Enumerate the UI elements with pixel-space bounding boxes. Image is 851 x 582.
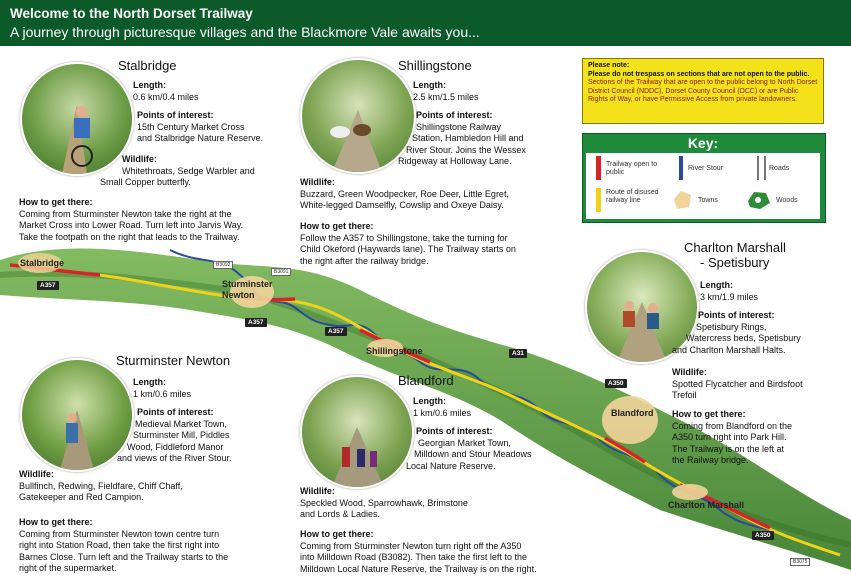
roads-swatch-icon <box>757 156 766 180</box>
stalbridge-poi: Points of interest: 15th Century Market Cross and Stalbridge Nature Reserve. <box>137 110 264 143</box>
section-title: Stalbridge <box>118 58 177 73</box>
road-badge-a357: A357 <box>37 281 59 290</box>
disused-swatch-icon <box>596 188 601 212</box>
section-title-2: - Spetisbury <box>700 255 770 270</box>
key-label-towns: Towns <box>698 197 718 204</box>
blandford-wildlife: Wildlife: Speckled Wood, Sparrowhawk, Brimstone and Lords & Ladies. <box>300 486 468 519</box>
map-label-charlton: Charlton Marshall <box>668 500 745 510</box>
shillingstone-poi: Points of interest: Shillingstone Railway Station, Hambledon Hill and River Stour. Joins the Wessex Ridgeway at Holloway Lane. <box>398 110 526 166</box>
road-badge-b3075: B3075 <box>790 558 810 566</box>
section-title: Charlton Marshall <box>684 240 786 255</box>
key-label-trailway: Trailway open to public <box>606 161 658 176</box>
stalbridge-how: How to get there: Coming from Sturminster Newton take the right at the Market Cross into Lower Road. Turn left into Jarvis Way. Take the footpath on the right that leads to the Trailway. <box>19 197 244 242</box>
blandford-length: Length: 1 km/0.6 miles <box>413 396 472 418</box>
blandford-poi: Points of interest: Georgian Market Town, Milldown and Stour Meadows Local Nature Reserve. <box>406 426 532 471</box>
page-title: Welcome to the North Dorset Trailway <box>10 6 253 21</box>
map-label-sturminster-1: Sturminster <box>222 279 273 289</box>
shillingstone-wildlife: Wildlife: Buzzard, Green Woodpecker, Roe Deer, Little Egret, White-legged Damselfly, Cowslip and Oxeye Daisy. <box>300 177 509 210</box>
key-label-roads: Roads <box>769 165 790 172</box>
key-label-disused: Route of disused railway line <box>606 189 659 204</box>
sturminster-wildlife: Wildlife: Bullfinch, Redwing, Fieldfare, Chiff Chaff, Gatekeeper and Red Campion. <box>19 469 183 502</box>
section-shillingstone <box>398 58 548 73</box>
river-swatch-icon <box>679 156 683 180</box>
sturminster-poi: Points of interest: Medieval Market Town, Sturminster Mill, Piddles Wood, Fiddleford Manor and views of the River Stour. <box>117 407 232 463</box>
section-title: Blandford <box>398 373 454 388</box>
road-badge-a350: A350 <box>605 379 627 388</box>
shillingstone-length: Length: 2.5 km/1.5 miles <box>413 80 479 102</box>
map-label-sturminster-2: Newton <box>222 290 255 300</box>
section-title: Shillingstone <box>398 58 472 73</box>
charlton-poi: Points of interest: Spetisbury Rings, Watercress beds, Spetisbury and Charlton Marshall Halts. <box>672 310 801 355</box>
sturminster-length: Length: 1 km/0.6 miles <box>133 377 192 399</box>
road-badge-a357: A357 <box>245 318 267 327</box>
walker-image <box>22 360 132 470</box>
map-key <box>582 133 826 223</box>
key-title: Key: <box>687 135 719 151</box>
road-badge-b3091: B3091 <box>271 268 291 276</box>
town-charlton <box>672 484 708 500</box>
section-blandford <box>398 373 548 388</box>
key-label-woods: Woods <box>776 197 798 204</box>
trail-swatch-icon <box>596 156 601 180</box>
key-body <box>586 153 820 219</box>
section-title: Sturminster Newton <box>116 353 231 368</box>
page-subtitle: A journey through picturesque villages and the Blackmore Vale awaits you... <box>10 24 480 40</box>
shillingstone-how: How to get there: Follow the A357 to Shillingstone, take the turning for Child Okeford (Haywards lane). The Trailway starts on the right after the railway bridge. <box>300 221 516 266</box>
charlton-how: How to get there: Coming from Blandford on the A350 turn right into Park Hill. The Trailway is on the left at the Railway bridge. <box>672 409 793 465</box>
stalbridge-length: Length: 0.6 km/0.4 miles <box>133 80 199 102</box>
photo-blandford <box>300 375 414 489</box>
notice-box: Please note: Please do not trespass on sections that are not open to the public. Sections of the Trailway that are open to the public belong to North Dorset District Council (NDDC), Dorset County Council (DCC) or are Public Rights of Way, or have Permissive Access from private landowners. <box>582 58 824 124</box>
family-walk-image <box>302 377 412 487</box>
section-sturminster <box>116 353 296 368</box>
sturminster-how: How to get there: Coming from Sturminster Newton town centre turn right into Station Road, then take the first right into Barnes Close. Turn left and the Trailway starts to the right of the supermarket. <box>19 517 229 573</box>
woods-swatch-icon <box>746 189 772 211</box>
page-header <box>0 0 851 46</box>
map-label-shillingstone: Shillingstone <box>366 346 423 356</box>
map-label-stalbridge: Stalbridge <box>20 258 65 268</box>
section-charlton <box>684 240 844 270</box>
towns-swatch-icon <box>671 189 693 211</box>
blandford-how: How to get there: Coming from Sturminster Newton turn right off the A350 into Milldown Road (B3082). Then take the first left to the Milldown Local Nature Reserve, the Trailway is on the right. <box>300 529 537 574</box>
map-label-blandford: Blandford <box>611 408 654 418</box>
road-badge-b3092: B3092 <box>213 261 233 269</box>
town-blandford <box>602 396 658 444</box>
charlton-wildlife: Wildlife: Spotted Flycatcher and Birdsfoot Trefoil <box>672 367 803 400</box>
charlton-length: Length: 3 km/1.9 miles <box>700 280 759 302</box>
key-label-river: River Stour <box>688 165 724 172</box>
road-badge-a357: A357 <box>325 327 347 336</box>
stalbridge-wildlife: Wildlife: Whitethroats, Sedge Warbler and Small Copper butterfly. <box>100 154 255 187</box>
road-badge-a350: A350 <box>752 531 774 540</box>
road-badge-a31: A31 <box>509 349 527 358</box>
section-stalbridge <box>118 58 288 73</box>
